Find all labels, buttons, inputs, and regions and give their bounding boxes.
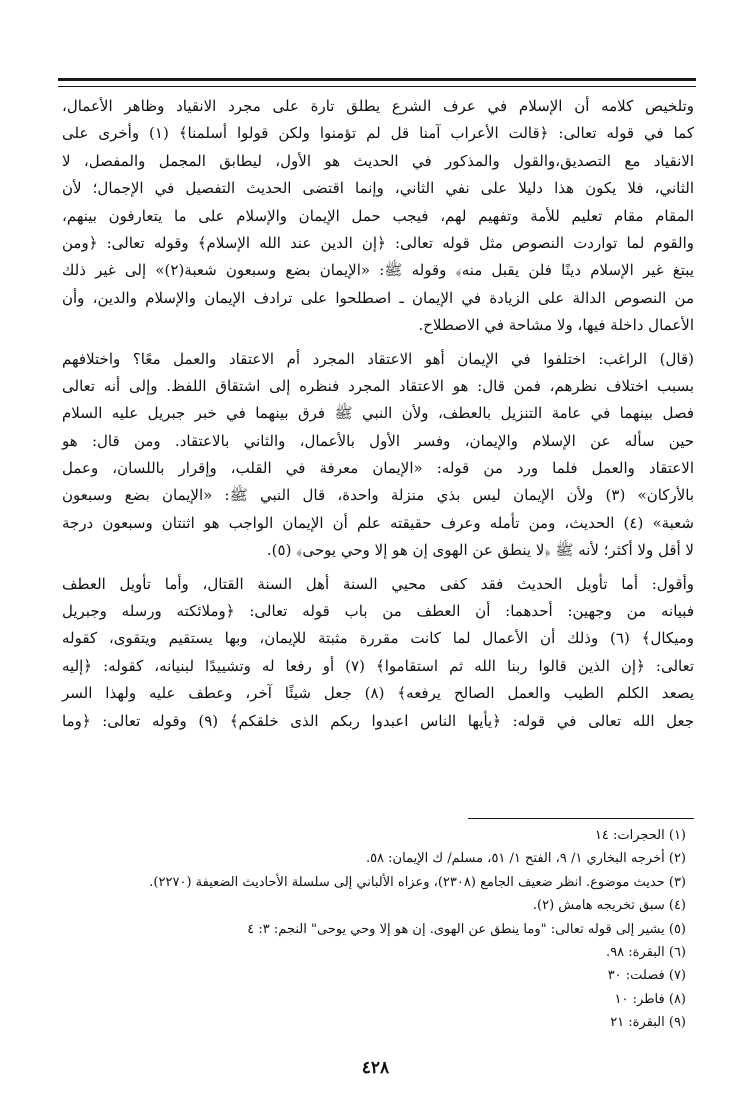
text-line: وتلخيص كلامه أن الإسلام في عرف الشرع يطلق تارة على مجرد الانقياد وظاهر الأعمال، (62, 97, 694, 115)
paragraph-1 (62, 93, 694, 340)
text-line: الثاني، فلا يكون هذا دليلا على نفي الثاني، وإنما اقتضى الحديث التفصيل في الإجمال؛ لأن (62, 179, 694, 198)
text-line: لا أقل ولا أكثر؛ لأنه ﷺ ﴿لا ينطق عن الهوى إن هو إلا وحي يوحى﴾ (٥). (266, 541, 694, 560)
text-line: الأعمال داخلة فيها، ولا مشاحة في الاصطلاح. (418, 316, 694, 335)
text-line: وميكال﴾ (٦) وذلك أن الأعمال لما كانت مقررة مثبتة للإيمان، وبها يستقيم ويتقوى، كقوله (62, 629, 694, 648)
footnote: (٤) سبق تخريجه هامش (٢). (532, 898, 686, 914)
footnote: (٨) فاطر: ١٠ (614, 991, 686, 1007)
paragraph-3 (62, 571, 694, 735)
footnote: (١) الحجرات: ١٤ (594, 828, 686, 843)
footnote: (٥) يشير إلى قوله تعالى: "وما ينطق عن الهوى. إن هو إلا وحي يوحى" النجم: ٣: ٤ (247, 921, 686, 937)
text-line: شعبة» (٤) الحديث، ومن تأمله وعرف حقيقته علم أن الإيمان الواجب هو اثنتان وسبعون درجة (62, 513, 694, 532)
text-line: المقام مقام تعليم للأمة وتفهيم لهم، فيجب حمل الإيمان والإسلام على ما يتعارفون بينهم، (62, 206, 694, 225)
text-line: كما في قوله تعالى: ﴿قالت الأعراب آمنا قل لم تؤمنوا ولكن قولوا أسلمنا﴾ (١) وأخرى على (62, 124, 694, 143)
text-line: فصل بينهما في عامة التنزيل بالعطف، ولأن النبي ﷺ فرق بينهما في خبر جبريل عليه السلام (62, 404, 694, 423)
footnote-separator (468, 818, 694, 819)
text-line: يصعد الكلم الطيب والعمل الصالح يرفعه﴾ (٨) جعل شيئًا آخر، وعطف عليه ولهذا السر (62, 684, 694, 703)
text-line: تعالى: ﴿إن الذين قالوا ربنا الله ثم استقاموا﴾ (٧) أو رفعا له وتشييدًا لبنيانه، كقوله: ﴿إليه (62, 656, 694, 675)
footnote: (٦) البقرة: ٩٨. (606, 944, 686, 960)
text-line: من النصوص الدالة على الزيادة في الإيمان ـ اصطلحوا على ترادف الإيمان والإسلام والدين، وأن (62, 288, 694, 307)
footnote: (٧) فصلت: ٣٠ (607, 968, 686, 984)
paragraph-2 (62, 346, 694, 565)
header-rule-thick (58, 78, 696, 81)
text-line: جعل الله تعالى في قوله: ﴿يأيها الناس اعبدوا ربكم الذى خلقكم﴾ (٩) وقوله تعالى: ﴿وما (62, 711, 694, 730)
text-line: وأقول: أما تأويل الحديث فقد كفى محيي السنة أهل السنة القتال، وأما تأويل العطف (62, 574, 694, 593)
page-number: ٤٢٨ (361, 1058, 390, 1078)
footnote: (٣) حديث موضوع. انظر ضعيف الجامع (٢٣٠٨)، وعزاه الألباني إلى سلسلة الأحاديث الضعيفة (٢٢٧٠). (149, 874, 686, 890)
main-text (62, 93, 694, 735)
text-line: فبيانه من وجهين: أحدهما: أن العطف من باب قوله تعالى: ﴿وملائكته ورسله وجبريل (62, 602, 694, 621)
text-line: يبتغ غير الإسلام دينًا فلن يقبل منه﴾ وقوله ﷺ: «الإيمان بضع وسبعون شعبة(٢)» إلى غير ذلك (62, 261, 694, 280)
text-line: الانقياد مع التصديق،والقول والمذكور في الحديث هو الأول، ليطابق المجمل والمفصل، لا (62, 151, 694, 170)
header-rule-thin (58, 86, 696, 87)
text-line: حين سأله عن الإسلام والإيمان، وفسر الأول بالأعمال، والثاني بالاعتقاد. ومن قال: هو (62, 431, 694, 450)
text-line: والقوم لما تواردت النصوص مثل قوله تعالى: ﴿إن الدين عند الله الإسلام﴾ وقوله تعالى: ﴿ومن (62, 233, 694, 252)
text-line: بسبب اختلاف نظرهم، فمن قال: هو الاعتقاد المجرد فنظره إلى اشتقاق اللفظ. وإلى أنه تعالى (62, 376, 694, 395)
footnotes (80, 824, 686, 1035)
text-line: بالأركان» (٣) ولأن الإيمان ليس بذي منزلة واحدة، قال النبي ﷺ: «الإيمان بضع وسبعون (62, 486, 694, 505)
text-line: الاعتقاد والعمل فلما ورد من قوله: «الإيمان معرفة في القلب، وإقرار باللسان، وعمل (62, 459, 694, 478)
footnote: (٩) البقرة: ٢١ (610, 1015, 686, 1031)
footnote: (٢) أخرجه البخاري ١/ ٩، الفتح ١/ ٥١، مسلم/ ك الإيمان: ٥٨. (365, 851, 686, 867)
text-line: (قال) الراغب: اختلفوا في الإيمان أهو الاعتقاد المجرد أم الاعتقاد والعمل معًا؟ واختلافهم (62, 349, 694, 368)
